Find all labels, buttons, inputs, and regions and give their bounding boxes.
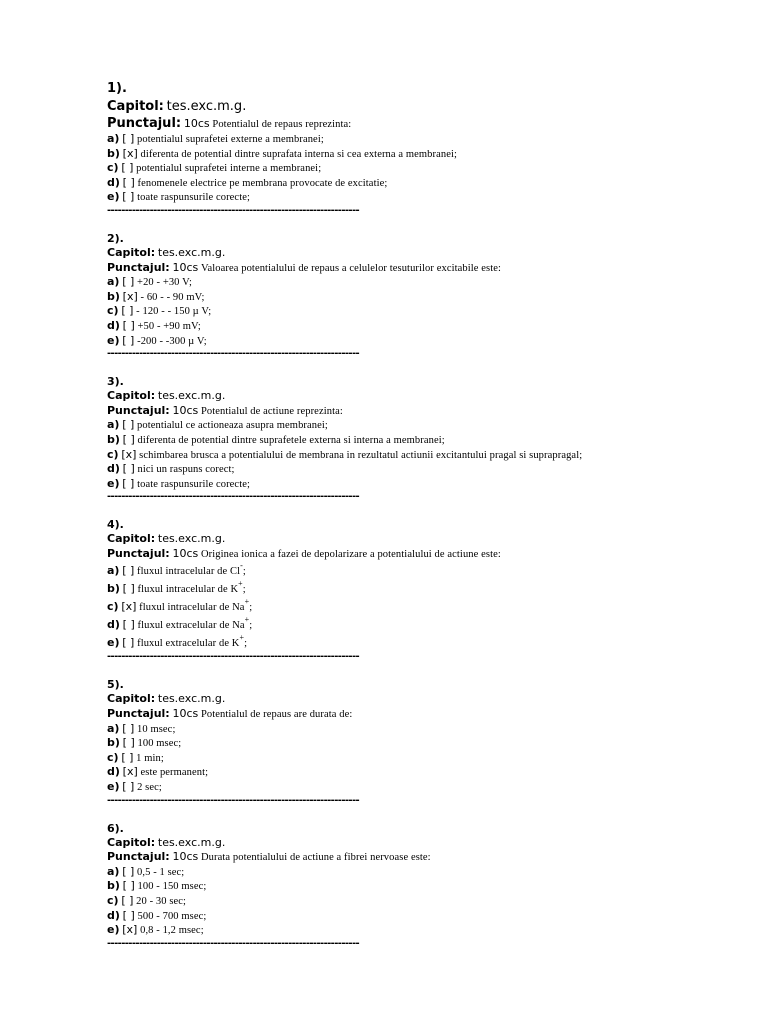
option-a	[107, 418, 707, 433]
option-letter: b)	[107, 736, 120, 750]
option-checkbox: [ ]	[122, 432, 135, 446]
separator-line: -----------------------------------------------------------------------	[107, 348, 360, 360]
option-letter: e)	[107, 333, 120, 347]
option-checkbox: [ ]	[122, 864, 135, 878]
question-number: 4).	[107, 518, 124, 532]
option-letter: a)	[107, 418, 120, 432]
option-checkbox: [x]	[122, 923, 138, 937]
option-checkbox: [ ]	[121, 894, 134, 907]
option-e	[107, 190, 707, 205]
question-text: Potentialul de actiune reprezinta:	[200, 405, 343, 417]
option-tail: ;	[249, 602, 253, 614]
points-line	[107, 850, 707, 865]
option-text: nici un raspuns corect;	[137, 464, 235, 476]
option-letter: e)	[107, 780, 120, 794]
option-letter: e)	[107, 476, 120, 490]
option-checkbox: [ ]	[122, 476, 135, 490]
chapter-line	[107, 98, 707, 116]
ion-text: fluxul extracelular de Na	[137, 620, 245, 632]
option-text: toate raspunsurile corecte;	[137, 192, 250, 204]
ion-charge: +	[244, 615, 250, 625]
option-checkbox: [ ]	[122, 721, 135, 735]
option-letter: a)	[107, 721, 120, 735]
option-letter: a)	[107, 132, 120, 145]
option-checkbox: [ ]	[122, 462, 135, 476]
option-c	[107, 751, 707, 766]
option-letter: a)	[107, 864, 120, 878]
ion-charge: +	[239, 633, 245, 643]
option-checkbox: [ ]	[122, 582, 135, 596]
chapter-label: Capitol:	[107, 245, 156, 259]
points-value: 10cs	[172, 707, 199, 721]
option-letter: c)	[107, 304, 119, 318]
option-letter: b)	[107, 146, 120, 160]
chapter-label: Capitol:	[107, 99, 164, 114]
option-e	[107, 780, 707, 795]
option-d	[107, 615, 707, 633]
points-label: Punctajul:	[107, 116, 182, 131]
chapter-value: tes.exc.m.g.	[166, 99, 247, 114]
option-text	[137, 633, 248, 650]
option-b	[107, 579, 707, 597]
option-letter: d)	[107, 618, 120, 632]
option-letter: b)	[107, 582, 120, 596]
question-text: Valoarea potentialului de repaus a celulelor tesuturilor excitabile este:	[200, 262, 501, 274]
option-d	[107, 319, 707, 334]
option-letter: b)	[107, 879, 120, 893]
chapter-label: Capitol:	[107, 389, 156, 403]
question-2	[107, 231, 707, 360]
option-letter: d)	[107, 462, 120, 476]
option-letter: b)	[107, 432, 120, 446]
option-checkbox: [ ]	[122, 132, 135, 145]
points-label: Punctajul:	[107, 403, 170, 417]
points-value: 10cs	[172, 403, 199, 417]
option-letter: c)	[107, 750, 119, 764]
points-line	[107, 707, 707, 722]
option-e	[107, 923, 707, 938]
option-text: toate raspunsurile corecte;	[137, 478, 250, 490]
option-text: 20 - 30 sec;	[136, 896, 187, 907]
question-3	[107, 374, 707, 503]
chapter-line	[107, 836, 707, 851]
option-letter: c)	[107, 600, 119, 614]
option-letter: d)	[107, 908, 120, 922]
question-text: Potentialul de repaus reprezinta:	[212, 119, 352, 130]
option-letter: e)	[107, 923, 120, 937]
chapter-value: tes.exc.m.g.	[157, 835, 226, 849]
chapter-label: Capitol:	[107, 835, 156, 849]
question-4	[107, 517, 707, 663]
option-letter: d)	[107, 175, 120, 189]
option-a	[107, 722, 707, 737]
option-letter: c)	[107, 161, 119, 175]
option-d	[107, 462, 707, 477]
points-line	[107, 261, 707, 276]
option-e	[107, 477, 707, 492]
points-value: 10cs	[172, 260, 199, 274]
question-1	[107, 80, 707, 217]
option-a	[107, 275, 707, 290]
option-checkbox: [ ]	[121, 304, 134, 318]
option-checkbox: [ ]	[122, 908, 135, 922]
chapter-line	[107, 692, 707, 707]
separator-line: -----------------------------------------------------------------------	[107, 937, 360, 949]
option-tail: ;	[249, 620, 253, 632]
option-checkbox: [x]	[122, 765, 138, 779]
option-letter: c)	[107, 894, 119, 907]
separator-line: -----------------------------------------------------------------------	[107, 204, 360, 216]
option-letter: b)	[107, 289, 120, 303]
option-b	[107, 736, 707, 751]
option-text	[139, 597, 253, 614]
points-label: Punctajul:	[107, 260, 170, 274]
option-a	[107, 561, 707, 579]
points-value: 10cs	[183, 117, 210, 130]
ion-charge: -	[240, 561, 243, 571]
option-c	[107, 304, 707, 319]
option-checkbox: [ ]	[122, 418, 135, 432]
option-text: potentialul suprafetei externe a membranei;	[137, 134, 324, 145]
option-text: fenomenele electrice pe membrana provocate de excitatie;	[137, 177, 388, 189]
option-checkbox: [ ]	[122, 736, 135, 750]
option-checkbox: [x]	[122, 289, 138, 303]
points-label: Punctajul:	[107, 707, 170, 721]
separator-line: -----------------------------------------------------------------------	[107, 794, 360, 806]
option-text: 500 - 700 msec;	[137, 910, 207, 922]
option-checkbox: [ ]	[122, 175, 135, 189]
option-c	[107, 597, 707, 615]
points-line	[107, 547, 707, 562]
option-c	[107, 448, 707, 463]
option-e	[107, 633, 707, 651]
option-checkbox: [x]	[121, 600, 137, 614]
option-checkbox: [ ]	[122, 333, 135, 347]
points-value: 10cs	[172, 546, 199, 560]
option-text: potentialul suprafetei interne a membranei;	[136, 163, 322, 175]
question-number: 6).	[107, 821, 124, 835]
points-label: Punctajul:	[107, 546, 170, 560]
option-b	[107, 433, 707, 448]
option-text: 100 msec;	[137, 738, 182, 750]
option-tail: ;	[244, 638, 248, 650]
option-checkbox: [x]	[122, 146, 138, 160]
option-text: - 60 - - 90 mV;	[140, 291, 205, 303]
option-a	[107, 865, 707, 880]
option-text: este permanent;	[140, 767, 209, 779]
option-text: 1 min;	[136, 752, 164, 764]
option-text	[137, 615, 253, 632]
separator-line: -----------------------------------------------------------------------	[107, 651, 360, 663]
option-text: diferenta de potential dintre suprafetele externa si interna a membranei;	[137, 434, 445, 446]
ion-charge: +	[238, 579, 243, 589]
option-checkbox: [x]	[121, 447, 137, 461]
option-checkbox: [ ]	[121, 750, 134, 764]
option-d	[107, 765, 707, 780]
ion-text: fluxul extracelular de K	[137, 638, 240, 650]
option-b	[107, 147, 707, 162]
option-text: 0,8 - 1,2 msec;	[140, 925, 204, 937]
option-d	[107, 909, 707, 924]
option-d	[107, 176, 707, 191]
option-text: +50 - +90 mV;	[137, 320, 201, 332]
option-letter: d)	[107, 318, 120, 332]
chapter-value: tes.exc.m.g.	[157, 389, 226, 403]
option-text: potentialul ce actioneaza asupra membranei;	[137, 420, 328, 432]
option-b	[107, 290, 707, 305]
separator-line: -----------------------------------------------------------------------	[107, 491, 360, 503]
option-text: 0,5 - 1 sec;	[137, 866, 185, 878]
option-text: -200 - -300 µ V;	[137, 335, 207, 347]
ion-text: fluxul intracelular de K	[137, 584, 239, 596]
question-number: 2).	[107, 231, 124, 245]
question-number: 1).	[107, 81, 127, 96]
question-6	[107, 821, 707, 950]
question-5	[107, 677, 707, 806]
chapter-label: Capitol:	[107, 692, 156, 706]
option-checkbox: [ ]	[122, 318, 135, 332]
option-c	[107, 894, 707, 909]
option-letter: a)	[107, 275, 120, 289]
option-checkbox: [ ]	[122, 636, 135, 650]
option-a	[107, 132, 707, 147]
option-letter: e)	[107, 190, 120, 204]
option-checkbox: [ ]	[122, 190, 135, 204]
question-text: Durata potentialului de actiune a fibrei nervoase este:	[200, 852, 431, 864]
chapter-value: tes.exc.m.g.	[157, 245, 226, 259]
option-text: +20 - +30 V;	[137, 277, 192, 289]
question-text: Originea ionica a fazei de depolarizare a potentialului de actiune este:	[200, 548, 501, 560]
option-checkbox: [ ]	[122, 564, 135, 578]
option-e	[107, 334, 707, 349]
question-number: 5).	[107, 678, 124, 692]
option-checkbox: [ ]	[122, 275, 135, 289]
option-text: - 120 - - 150 µ V;	[136, 306, 212, 318]
ion-charge: +	[244, 597, 250, 607]
option-text: diferenta de potential dintre suprafata interna si cea externa a membranei;	[140, 148, 458, 160]
option-tail: ;	[242, 584, 246, 596]
points-label: Punctajul:	[107, 850, 170, 864]
question-text: Potentialul de repaus are durata de:	[200, 709, 353, 721]
option-letter: e)	[107, 636, 120, 650]
chapter-label: Capitol:	[107, 532, 156, 546]
option-text: schimbarea brusca a potentialului de membrana in rezultatul actiunii excitantului pragal si suprapragal;	[139, 449, 583, 461]
ion-text: fluxul intracelular de Cl	[137, 566, 241, 578]
chapter-line	[107, 246, 707, 261]
question-number: 3).	[107, 375, 124, 389]
option-b	[107, 879, 707, 894]
chapter-line	[107, 532, 707, 547]
option-checkbox: [ ]	[122, 780, 135, 794]
option-letter: c)	[107, 447, 119, 461]
points-value: 10cs	[172, 850, 199, 864]
ion-text: fluxul intracelular de Na	[139, 602, 245, 614]
option-text: 2 sec;	[137, 782, 162, 794]
points-line	[107, 404, 707, 419]
option-checkbox: [ ]	[122, 879, 135, 893]
option-checkbox: [ ]	[121, 161, 134, 175]
option-tail: ;	[242, 566, 246, 578]
option-checkbox: [ ]	[122, 618, 135, 632]
option-text	[137, 579, 246, 596]
option-text	[137, 561, 246, 578]
chapter-line	[107, 389, 707, 404]
option-text: 100 - 150 msec;	[137, 881, 207, 893]
option-letter: d)	[107, 765, 120, 779]
option-c	[107, 161, 707, 176]
option-text: 10 msec;	[137, 723, 176, 735]
option-letter: a)	[107, 564, 120, 578]
points-line	[107, 116, 707, 132]
chapter-value: tes.exc.m.g.	[157, 532, 226, 546]
test-page	[107, 80, 707, 964]
chapter-value: tes.exc.m.g.	[157, 692, 226, 706]
